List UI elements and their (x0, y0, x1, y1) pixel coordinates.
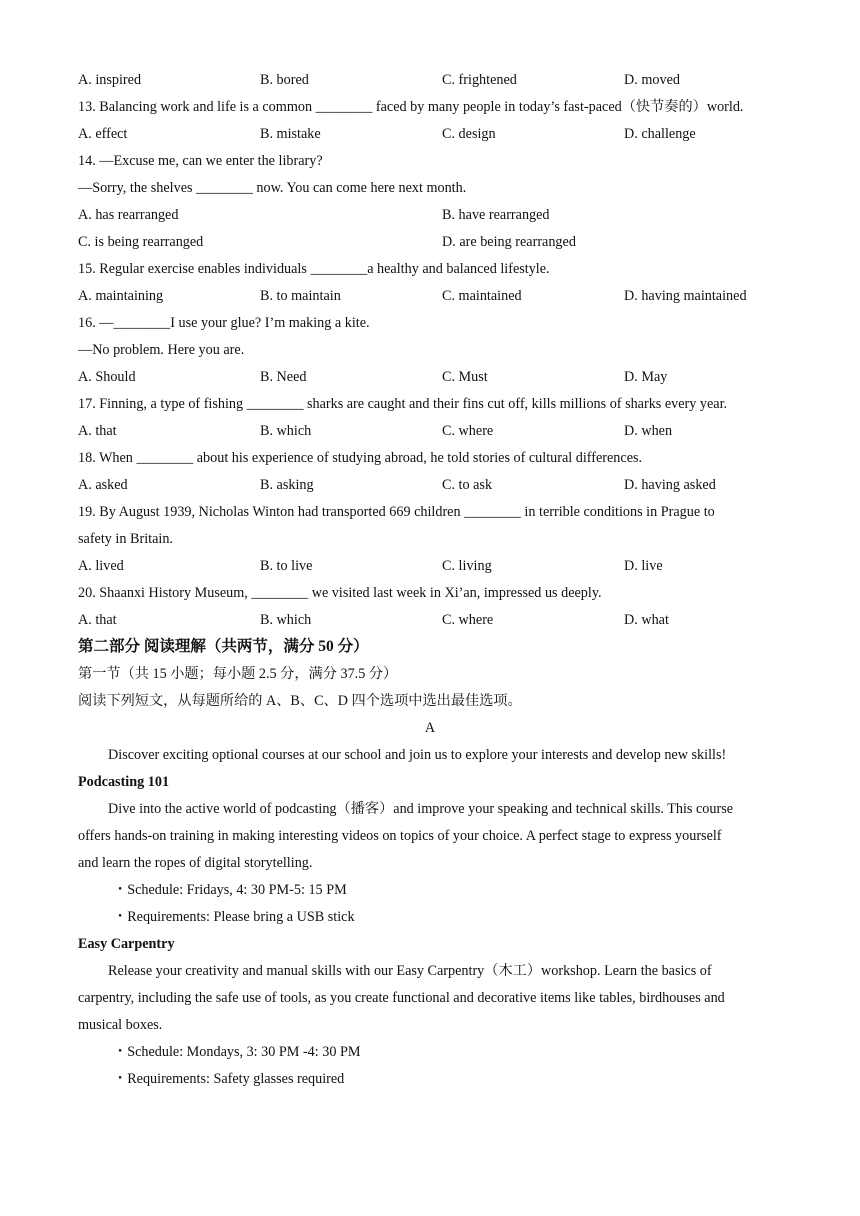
q17-option-d: D. when (624, 423, 673, 439)
q14-option-b: B. have rearranged (442, 207, 550, 223)
q12-option-a: A. inspired (78, 72, 142, 88)
course-title-podcasting: Podcasting 101 (78, 774, 170, 790)
q13-option-a: A. effect (78, 126, 128, 142)
q20-stem: 20. Shaanxi History Museum, ________ we visited last week in Xi’an, impressed us deeply. (78, 585, 602, 601)
q14-option-a: A. has rearranged (78, 207, 179, 223)
q15-option-a: A. maintaining (78, 288, 164, 304)
q15-option-d: D. having maintained (624, 288, 747, 304)
carpentry-desc-line-2: carpentry, including the safe use of tools, as you create functional and decorative items like tables, birdhouses and (78, 990, 725, 1006)
podcasting-schedule: ・Schedule: Fridays, 4: 30 PM-5: 15 PM (113, 882, 347, 898)
passage-label: A (424, 720, 436, 736)
q16-option-b: B. Need (260, 369, 307, 385)
q18-stem: 18. When ________ about his experience of studying abroad, he told stories of cultural differences. (78, 450, 643, 466)
podcasting-desc-line-1: Dive into the active world of podcasting（播客）and improve your speaking and technical skills. This course (108, 801, 734, 817)
q14-stem: 14. —Excuse me, can we enter the library? (78, 153, 323, 169)
q13-stem: 13. Balancing work and life is a common ________ faced by many people in today’s fast-paced（快节奏的）world. (78, 99, 744, 115)
q19-stem: 19. By August 1939, Nicholas Winton had transported 669 children ________ in terrible conditions in Prague to (78, 504, 715, 520)
reading-instruction: 阅读下列短文，从每题所给的 A、B、C、D 四个选项中选出最佳选项。 (78, 693, 522, 709)
carpentry-requirements: ・Requirements: Safety glasses required (113, 1071, 345, 1087)
q17-option-a: A. that (78, 423, 117, 439)
carpentry-schedule: ・Schedule: Mondays, 3: 30 PM -4: 30 PM (113, 1044, 361, 1060)
q19-option-c: C. living (442, 558, 492, 574)
q18-option-a: A. asked (78, 477, 128, 493)
q14-option-d: D. are being rearranged (442, 234, 576, 250)
q20-option-c: C. where (442, 612, 494, 628)
q18-option-c: C. to ask (442, 477, 493, 493)
q20-option-a: A. that (78, 612, 117, 628)
q19-stem-continued: safety in Britain. (78, 531, 173, 547)
q20-option-d: D. what (624, 612, 669, 628)
q15-option-c: C. maintained (442, 288, 522, 304)
podcasting-desc-line-3: and learn the ropes of digital storytelling. (78, 855, 313, 871)
q16-option-c: C. Must (442, 369, 488, 385)
q19-option-d: D. live (624, 558, 663, 574)
q19-option-a: A. lived (78, 558, 124, 574)
q16-option-a: A. Should (78, 369, 136, 385)
podcasting-desc-line-2: offers hands-on training in making interesting videos on topics of your choice. A perfect stage to express yourself (78, 828, 722, 844)
q18-option-b: B. asking (260, 477, 314, 493)
q17-option-c: C. where (442, 423, 494, 439)
passage-intro: Discover exciting optional courses at our school and join us to explore your interests and develop new skills! (108, 747, 727, 763)
q13-option-d: D. challenge (624, 126, 696, 142)
q14-option-c: C. is being rearranged (78, 234, 204, 250)
q13-option-c: C. design (442, 126, 496, 142)
q18-option-d: D. having asked (624, 477, 716, 493)
q14-reply: —Sorry, the shelves ________ now. You can come here next month. (78, 180, 467, 196)
carpentry-desc-line-3: musical boxes. (78, 1017, 163, 1033)
podcasting-requirements: ・Requirements: Please bring a USB stick (113, 909, 355, 925)
carpentry-desc-line-1: Release your creativity and manual skills with our Easy Carpentry（木工）workshop. Learn the basics of (108, 963, 712, 979)
q17-option-b: B. which (260, 423, 312, 439)
q12-option-b: B. bored (260, 72, 309, 88)
q15-option-b: B. to maintain (260, 288, 341, 304)
q17-stem: 17. Finning, a type of fishing ________ sharks are caught and their fins cut off, kills millions of sharks every year. (78, 396, 728, 412)
q16-reply: —No problem. Here you are. (78, 342, 245, 358)
q13-option-b: B. mistake (260, 126, 321, 142)
q19-option-b: B. to live (260, 558, 313, 574)
part2-title: 第二部分 阅读理解（共两节，满分 50 分） (78, 638, 369, 655)
q12-option-d: D. moved (624, 72, 680, 88)
course-title-carpentry: Easy Carpentry (78, 936, 175, 952)
q15-stem: 15. Regular exercise enables individuals ________a healthy and balanced lifestyle. (78, 261, 550, 277)
q20-option-b: B. which (260, 612, 312, 628)
q16-stem: 16. —________I use your glue? I’m making a kite. (78, 315, 370, 331)
q16-option-d: D. May (624, 369, 668, 385)
q12-option-c: C. frightened (442, 72, 517, 88)
section1-heading: 第一节（共 15 小题；每小题 2.5 分，满分 37.5 分） (78, 666, 398, 682)
